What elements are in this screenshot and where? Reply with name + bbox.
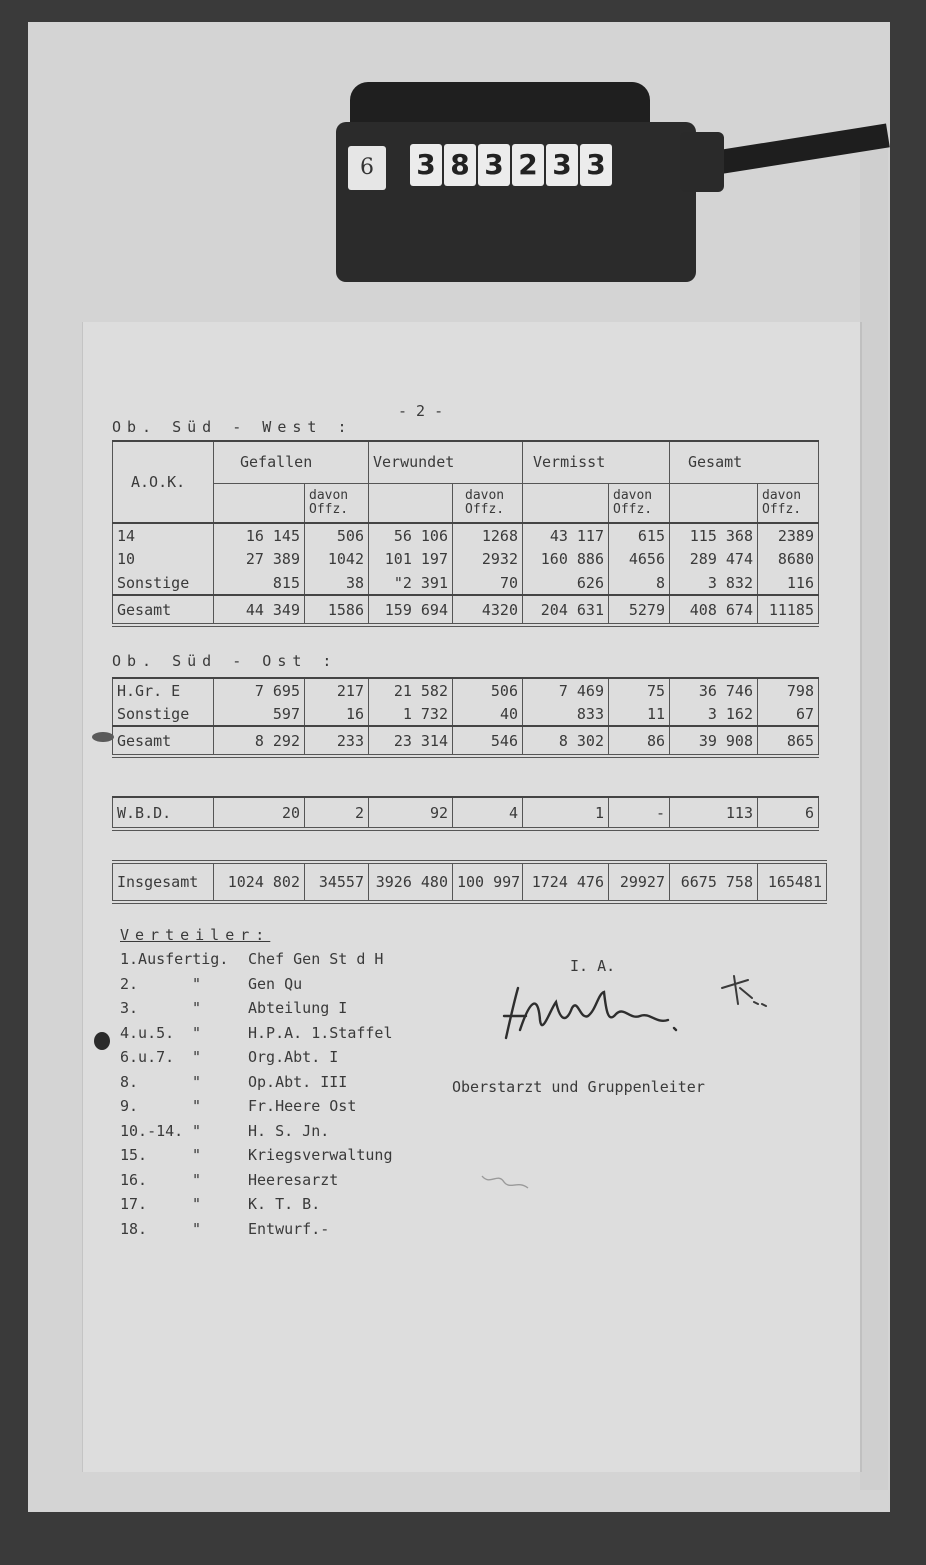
counter-digit: 3 bbox=[546, 144, 578, 186]
cell: 615 bbox=[609, 523, 670, 547]
cell: 38 bbox=[305, 571, 369, 595]
row-label: W.B.D. bbox=[113, 797, 214, 829]
row-label: Insgesamt bbox=[113, 862, 214, 902]
list-item: 6.u.7. " Org.Abt. I bbox=[120, 1048, 339, 1066]
row-label: Gesamt bbox=[113, 726, 214, 756]
signature-ia: I. A. bbox=[570, 957, 616, 975]
cell: 6675 758 bbox=[670, 862, 758, 902]
cell: 6 bbox=[758, 797, 819, 829]
cell: 34557 bbox=[305, 862, 369, 902]
cell: 23 314 bbox=[369, 726, 453, 756]
ink-smudge bbox=[92, 732, 114, 742]
cell: 21 582 bbox=[369, 678, 453, 702]
cell: 798 bbox=[758, 678, 819, 702]
cell: 100 997 bbox=[453, 862, 523, 902]
cell: 1724 476 bbox=[523, 862, 609, 902]
list-item: 2. " Gen Qu bbox=[120, 974, 303, 993]
page-number: - 2 - bbox=[398, 402, 444, 420]
counter-digit: 3 bbox=[410, 144, 442, 186]
table-row bbox=[113, 547, 819, 571]
overall-row bbox=[113, 862, 827, 902]
header-aok: A.O.K. bbox=[113, 441, 214, 523]
cell: 4320 bbox=[453, 595, 523, 625]
cell: 408 674 bbox=[670, 595, 758, 625]
header-davon-offz: davon Offz. bbox=[609, 483, 670, 523]
cell: 1 732 bbox=[369, 702, 453, 726]
cell: 3 162 bbox=[670, 702, 758, 726]
table-row bbox=[113, 702, 819, 726]
cell: 1042 bbox=[305, 547, 369, 571]
cell: 1 bbox=[523, 797, 609, 829]
cell: 165481 bbox=[758, 862, 827, 902]
cell: 39 908 bbox=[670, 726, 758, 756]
cell: 43 117 bbox=[523, 523, 609, 547]
ink-smudge bbox=[94, 1032, 110, 1050]
cell: 2 bbox=[305, 797, 369, 829]
cell: 36 746 bbox=[670, 678, 758, 702]
cell: 92 bbox=[369, 797, 453, 829]
row-label: Gesamt bbox=[113, 595, 214, 625]
counter-digit: 3 bbox=[478, 144, 510, 186]
list-item: 9. " Fr.Heere Ost bbox=[120, 1097, 357, 1115]
cell: 86 bbox=[609, 726, 670, 756]
list-item: 1.Ausfertig. Chef Gen St d H bbox=[120, 950, 384, 968]
cell: 113 bbox=[670, 797, 758, 829]
header-verwundet: Verwundet bbox=[369, 441, 523, 483]
counter-label: 6 bbox=[348, 146, 386, 190]
list-item: 10.-14. " H. S. Jn. bbox=[120, 1121, 330, 1140]
cell: 233 bbox=[305, 726, 369, 756]
cell: 11 bbox=[609, 702, 670, 726]
table-row bbox=[113, 523, 819, 547]
sheet-edge bbox=[860, 140, 888, 1490]
row-label: 14 bbox=[113, 523, 214, 547]
cell: 29927 bbox=[609, 862, 670, 902]
cell: 160 886 bbox=[523, 547, 609, 571]
cell: 289 474 bbox=[670, 547, 758, 571]
distribution-list bbox=[120, 950, 440, 1244]
pencil-mark bbox=[478, 1166, 538, 1196]
table-row bbox=[113, 571, 819, 595]
southeast-table bbox=[112, 677, 819, 758]
list-item: 4.u.5. " H.P.A. 1.Staffel bbox=[120, 1023, 393, 1042]
cell: 546 bbox=[453, 726, 523, 756]
cell: 204 631 bbox=[523, 595, 609, 625]
header-blank bbox=[670, 483, 758, 523]
cell: 40 bbox=[453, 702, 523, 726]
cell: 626 bbox=[523, 571, 609, 595]
list-item: 18. " Entwurf.- bbox=[120, 1219, 330, 1238]
cell: 44 349 bbox=[214, 595, 305, 625]
counter-digits bbox=[410, 144, 612, 186]
cell: 16 bbox=[305, 702, 369, 726]
cell: 1586 bbox=[305, 595, 369, 625]
cell: 1024 802 bbox=[214, 862, 305, 902]
southwest-table bbox=[112, 440, 819, 627]
total-row bbox=[113, 595, 819, 625]
cell: "2 391 bbox=[369, 571, 453, 595]
distribution-title: Verteiler: bbox=[120, 926, 271, 944]
row-label: Sonstige bbox=[113, 571, 214, 595]
overall-table bbox=[112, 860, 827, 904]
cell: 20 bbox=[214, 797, 305, 829]
row-label: 10 bbox=[113, 547, 214, 571]
counter-digit: 8 bbox=[444, 144, 476, 186]
cell: 4656 bbox=[609, 547, 670, 571]
total-row bbox=[113, 726, 819, 756]
list-item: 8. " Op.Abt. III bbox=[120, 1072, 348, 1091]
header-vermisst: Vermisst bbox=[523, 441, 670, 483]
cell: 116 bbox=[758, 571, 819, 595]
southwest-title: Ob. Süd - West : bbox=[112, 418, 353, 436]
cell: 7 469 bbox=[523, 678, 609, 702]
cell: 217 bbox=[305, 678, 369, 702]
cell: 8 292 bbox=[214, 726, 305, 756]
header-blank bbox=[523, 483, 609, 523]
cell: 815 bbox=[214, 571, 305, 595]
cell: - bbox=[609, 797, 670, 829]
cell: 101 197 bbox=[369, 547, 453, 571]
counter-digit: 2 bbox=[512, 144, 544, 186]
cell: 159 694 bbox=[369, 595, 453, 625]
cell: 1268 bbox=[453, 523, 523, 547]
southeast-title: Ob. Süd - Ost : bbox=[112, 652, 338, 670]
cell: 115 368 bbox=[670, 523, 758, 547]
header-davon-offz: davon Offz. bbox=[758, 483, 819, 523]
cell: 833 bbox=[523, 702, 609, 726]
header-gesamt: Gesamt bbox=[670, 441, 819, 483]
wbd-row bbox=[113, 797, 819, 829]
header-davon-offz: davon Offz. bbox=[305, 483, 369, 523]
cell: 8 302 bbox=[523, 726, 609, 756]
list-item: 3. " Abteilung I bbox=[120, 999, 348, 1017]
cell: 75 bbox=[609, 678, 670, 702]
cell: 27 389 bbox=[214, 547, 305, 571]
row-label: H.Gr. E bbox=[113, 678, 214, 702]
wbd-table bbox=[112, 796, 819, 831]
cell: 4 bbox=[453, 797, 523, 829]
cell: 865 bbox=[758, 726, 819, 756]
counter-knob bbox=[680, 132, 724, 192]
cell: 506 bbox=[305, 523, 369, 547]
cell: 3 832 bbox=[670, 571, 758, 595]
cell: 3926 480 bbox=[369, 862, 453, 902]
initial-mark bbox=[718, 974, 768, 1014]
cell: 8 bbox=[609, 571, 670, 595]
list-item: 16. " Heeresarzt bbox=[120, 1170, 339, 1189]
cell: 67 bbox=[758, 702, 819, 726]
cell: 506 bbox=[453, 678, 523, 702]
list-item: 17. " K. T. B. bbox=[120, 1195, 321, 1213]
cell: 70 bbox=[453, 571, 523, 595]
cell: 7 695 bbox=[214, 678, 305, 702]
cell: 16 145 bbox=[214, 523, 305, 547]
cell: 11185 bbox=[758, 595, 819, 625]
header-davon-offz: davon Offz. bbox=[453, 483, 523, 523]
cell: 56 106 bbox=[369, 523, 453, 547]
cell: 5279 bbox=[609, 595, 670, 625]
frame-counter bbox=[336, 82, 704, 288]
header-gefallen: Gefallen bbox=[214, 441, 369, 483]
cell: 2389 bbox=[758, 523, 819, 547]
cell: 597 bbox=[214, 702, 305, 726]
handwritten-signature bbox=[500, 980, 690, 1046]
header-blank bbox=[214, 483, 305, 523]
cell: 2932 bbox=[453, 547, 523, 571]
counter-digit: 3 bbox=[580, 144, 612, 186]
header-blank bbox=[369, 483, 453, 523]
signature-role: Oberstarzt und Gruppenleiter bbox=[452, 1078, 705, 1096]
cell: 8680 bbox=[758, 547, 819, 571]
table-row bbox=[113, 678, 819, 702]
row-label: Sonstige bbox=[113, 702, 214, 726]
list-item: 15. " Kriegsverwaltung bbox=[120, 1146, 393, 1164]
